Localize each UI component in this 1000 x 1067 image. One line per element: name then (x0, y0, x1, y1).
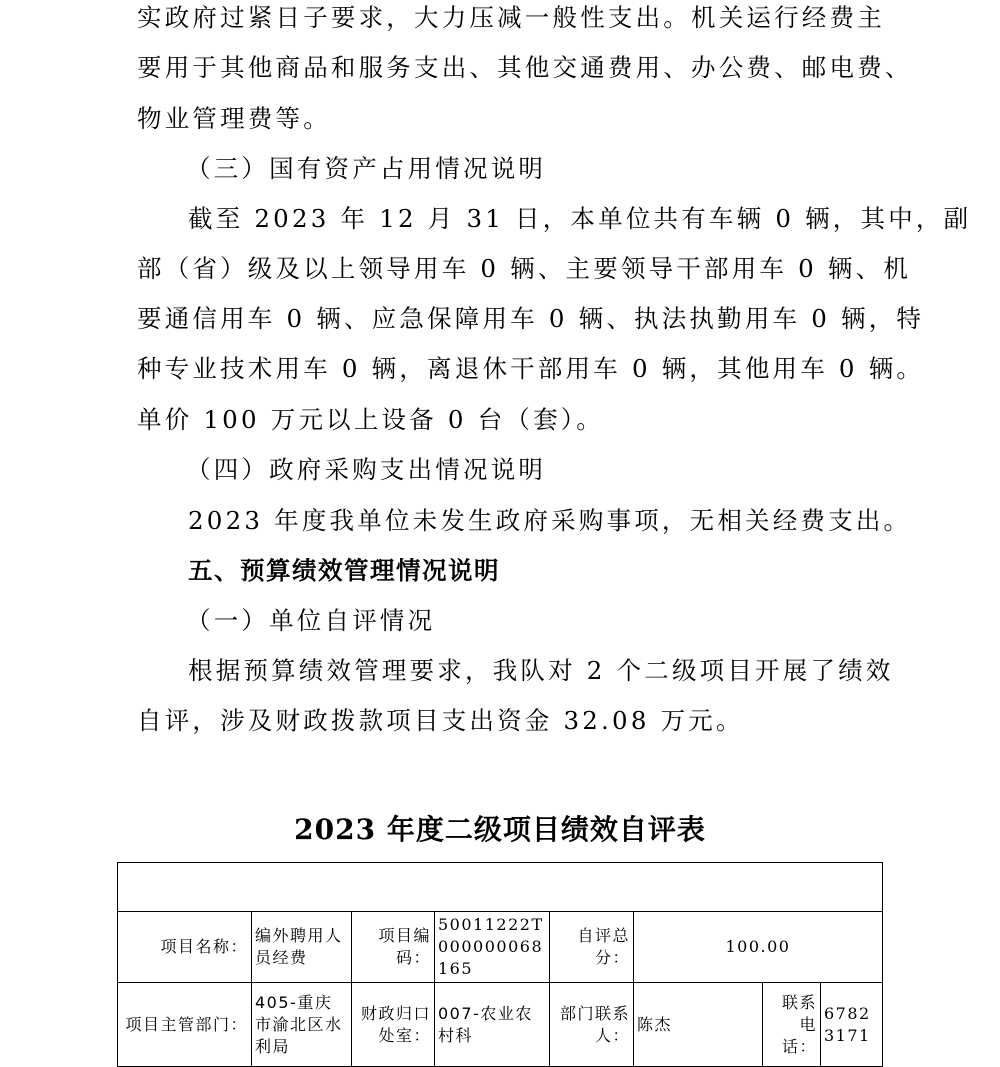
office-value: 007-农业农村科 (435, 983, 550, 1067)
paragraph-line: 要用于其他商品和服务支出、其他交通费用、办公费、邮电费、 (137, 53, 913, 82)
phone-value: 67823171 (821, 983, 883, 1067)
paragraph-line: 截至 2023 年 12 月 31 日，本单位共有车辆 0 辆，其中，副 (188, 204, 972, 233)
office-label: 财政归口处室： (352, 983, 435, 1067)
section-heading-4: （四）政府采购支出情况说明 (186, 455, 547, 484)
table-row (118, 983, 883, 1067)
paragraph-line: 要通信用车 0 辆、应急保障用车 0 辆、执法执勤用车 0 辆，特 (137, 304, 925, 333)
table-row (118, 912, 883, 983)
self-evaluation-table (117, 862, 883, 1067)
dept-value: 405-重庆市渝北区水利局 (252, 983, 352, 1067)
paragraph-line: 自评，涉及财政拨款项目支出资金 32.08 万元。 (137, 706, 744, 735)
paragraph-line: 部（省）级及以上领导用车 0 辆、主要领导干部用车 0 辆、机 (137, 254, 912, 283)
project-name-label: 项目名称： (118, 912, 252, 983)
contact-label: 部门联系人： (550, 983, 634, 1067)
section-heading-3: （三）国有资产占用情况说明 (186, 154, 547, 183)
table-header-row (118, 863, 883, 912)
paragraph-line: 种专业技术用车 0 辆，离退休干部用车 0 辆，其他用车 0 辆。 (137, 354, 925, 383)
dept-label: 项目主管部门： (118, 983, 252, 1067)
paragraph-line: 实政府过紧日子要求，大力压减一般性支出。机关运行经费主 (137, 3, 885, 32)
subsection-heading: （一）单位自评情况 (186, 606, 436, 635)
score-value: 100.00 (634, 912, 883, 983)
header-empty-cell (118, 863, 883, 912)
section-heading-5: 五、预算绩效管理情况说明 (188, 556, 500, 585)
contact-value: 陈杰 (634, 983, 763, 1067)
project-name-value: 编外聘用人员经费 (252, 912, 352, 983)
score-label: 自评总分： (550, 912, 634, 983)
table-title: 2023 年度二级项目绩效自评表 (294, 813, 706, 846)
project-code-value: 50011222T000000068165 (435, 912, 550, 983)
paragraph-line: 2023 年度我单位未发生政府采购事项，无相关经费支出。 (188, 506, 912, 535)
paragraph-line: 物业管理费等。 (137, 104, 331, 133)
project-code-label: 项目编码： (352, 912, 435, 983)
paragraph-line: 单价 100 万元以上设备 0 台（套）。 (137, 405, 604, 434)
phone-label: 联系电话： (763, 983, 821, 1067)
paragraph-line: 根据预算绩效管理要求，我队对 2 个二级项目开展了绩效 (188, 656, 894, 685)
